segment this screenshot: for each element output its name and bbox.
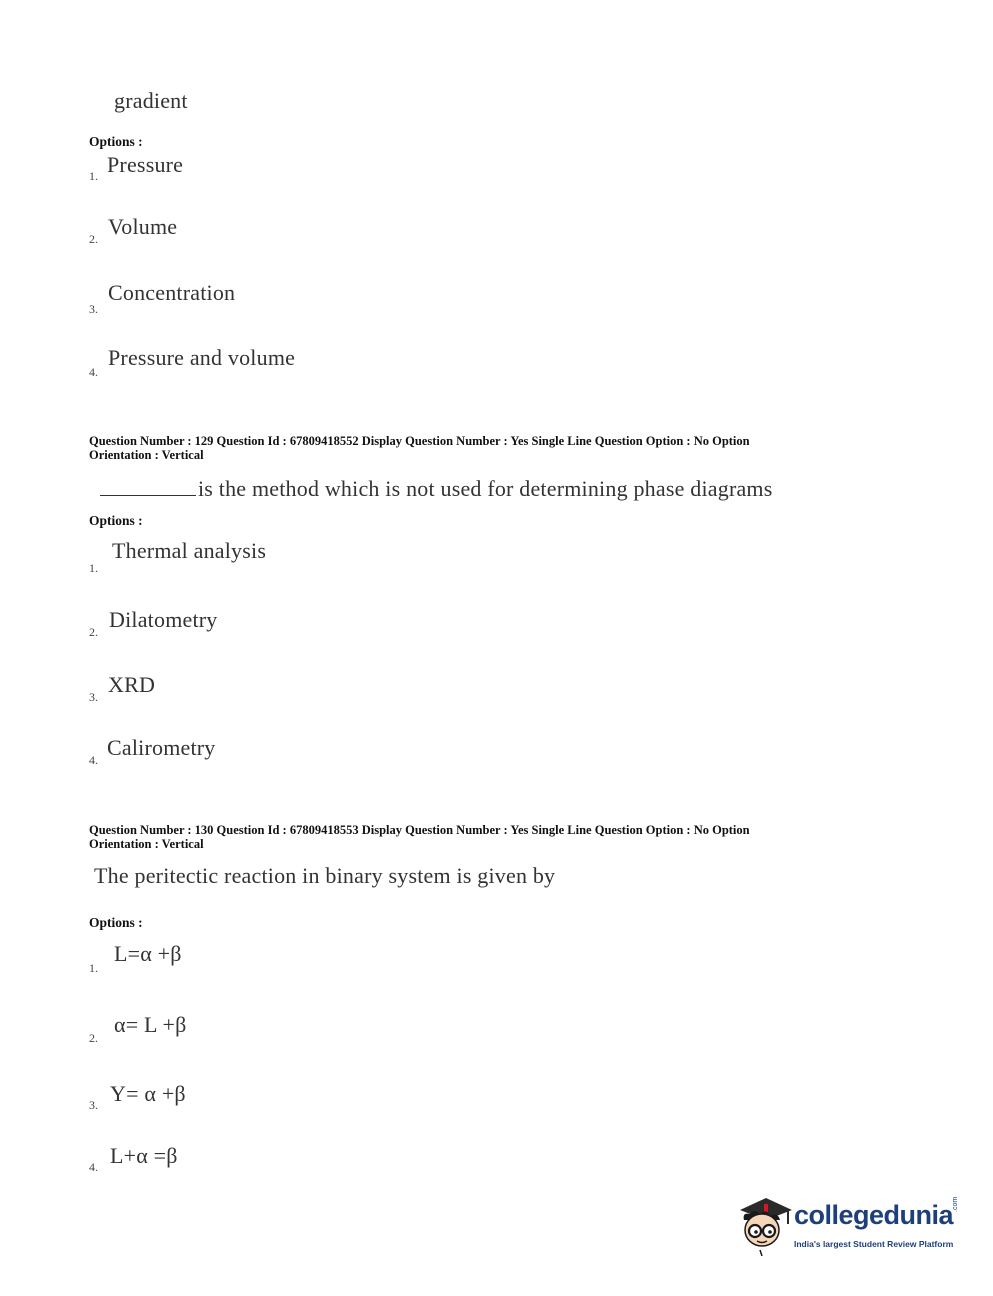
q130-option-3-text: Υ= α +β <box>110 1081 186 1106</box>
q129-option-3-text: XRD <box>108 672 156 697</box>
q129-options-label: Options : <box>89 513 143 528</box>
q128-option-1-text: Pressure <box>107 152 184 177</box>
q129-stem <box>100 476 773 502</box>
q130-meta-line-2: Orientation : Vertical <box>89 837 204 851</box>
q130-option-1-number: 1. <box>89 961 98 975</box>
q128-option-4-number: 4. <box>89 365 98 379</box>
q129-option-1-number: 1. <box>89 561 98 575</box>
logo-wordmark: collegedunia <box>794 1200 954 1230</box>
logo-dotcom: .com <box>952 1196 959 1212</box>
q130-option-2-text: α= L +β <box>114 1012 187 1037</box>
q129-option-3-number: 3. <box>89 690 98 704</box>
q128-option-4-text: Pressure and volume <box>108 345 296 370</box>
mascot-icon <box>736 1190 792 1256</box>
q128-stem-tail: gradient <box>114 88 188 113</box>
q128-option-2-number: 2. <box>89 232 98 246</box>
q130-option-4-text: L+α =β <box>110 1143 178 1168</box>
q128-option-2-text: Volume <box>108 214 178 239</box>
q130-options-label: Options : <box>89 915 143 930</box>
q129-option-4-text: Calirometry <box>107 735 216 760</box>
collegedunia-logo <box>736 1190 966 1260</box>
q130-option-2-number: 2. <box>89 1031 98 1045</box>
q129-option-2-text: Dilatometry <box>109 607 218 632</box>
q128-options-label: Options : <box>89 134 143 149</box>
q128-option-3-number: 3. <box>89 302 98 316</box>
q129-meta-line-1: Question Number : 129 Question Id : 67809418552 Display Question Number : Yes Single Line Question Option : No Option <box>89 434 750 448</box>
q128-option-3-text: Concentration <box>108 280 236 305</box>
q128-option-1-number: 1. <box>89 169 98 183</box>
q129-option-1-text: Thermal analysis <box>112 538 267 563</box>
q130-meta-line-1: Question Number : 130 Question Id : 67809418553 Display Question Number : Yes Single Line Question Option : No Option <box>89 823 750 837</box>
q129-meta-line-2: Orientation : Vertical <box>89 448 204 462</box>
fill-in-blank <box>100 477 196 496</box>
q129-option-4-number: 4. <box>89 753 98 767</box>
q129-stem-text: is the method which is not used for determining phase diagrams <box>198 476 773 501</box>
logo-tagline: India's largest Student Review Platform <box>794 1239 954 1249</box>
q130-option-1-text: L=α +β <box>114 941 182 966</box>
q129-option-2-number: 2. <box>89 625 98 639</box>
q130-stem: The peritectic reaction in binary system is given by <box>94 863 556 888</box>
q130-option-3-number: 3. <box>89 1098 98 1112</box>
q130-option-4-number: 4. <box>89 1160 98 1174</box>
